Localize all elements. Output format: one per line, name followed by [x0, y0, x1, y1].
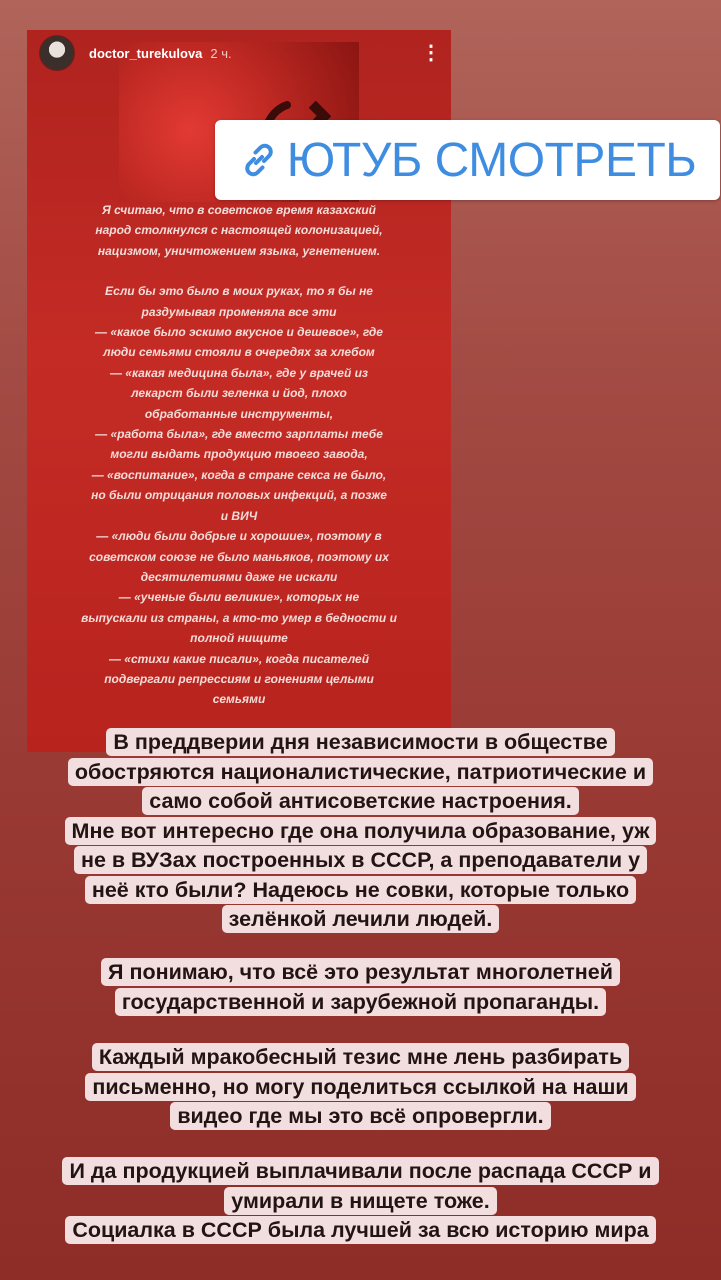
caption-line: государственной и зарубежной пропаганды.	[115, 988, 606, 1016]
caption-line: само собой антисоветские настроения.	[142, 787, 578, 815]
link-sticker-label[interactable]: ЮТУБ СМОТРЕТЬ	[286, 133, 697, 187]
story-quote-text	[55, 200, 423, 710]
caption-line: И да продукцией выплачивали после распада СССР и	[62, 1157, 658, 1185]
caption-line: зелёнкой лечили людей.	[222, 905, 500, 933]
caption-line: Мне вот интересно где она получила образование, уж	[65, 817, 657, 845]
caption-line: Социалка в СССР была лучшей за всю историю мира	[65, 1216, 655, 1244]
caption-line: неё кто были? Надеюсь не совки, которые только	[85, 876, 636, 904]
caption-line: письменно, но могу поделиться ссылкой на наши	[85, 1073, 635, 1101]
quote-paragraph: Я считаю, что в советское время казахский народ столкнулся с настоящей колонизацией, нацизмом, уничтожением языка, угнетением.	[95, 203, 383, 258]
caption-block	[0, 958, 721, 1017]
caption-line: обостряются националистические, патриотические и	[68, 758, 653, 786]
quote-paragraph: Если бы это было в моих руках, то я бы не раздумывая променяла все эти — «какое было эскимо вкусное и дешевое», где люди семьями стояли в очередях за хлебом — «какая медицина была», где у врачей из лекарст были зеленка и йод, плохо обработанные инструменты, — «работа была», где вместо зарплаты тебе могли выдать продукцию твоего завода, — «воспитание», когда в стране секса не было, но были отрицания половых инфекций, а позже и ВИЧ — «люди были добрые и хорошие», поэтому в советском союзе не было маньяков, поэтому их десятилетиями даже не искали — «ученые были великие», которых не выпускали из страны, а кто-то умер в бедности и полной нищите — «стихи какие писали», когда писателей подвергали репрессиям и гонениям целыми семьями	[81, 284, 397, 707]
youtube-link-sticker[interactable]	[215, 120, 720, 200]
caption-line: умирали в нищете тоже.	[224, 1187, 496, 1215]
link-icon	[239, 140, 279, 180]
story-header	[39, 36, 441, 70]
more-options-icon[interactable]: ⋮	[421, 42, 441, 64]
caption-block	[0, 1157, 721, 1246]
post-time: 2 ч.	[210, 45, 232, 61]
avatar[interactable]	[39, 35, 75, 71]
caption-line: Я понимаю, что всё это результат многолетней	[101, 958, 620, 986]
caption-block	[0, 1043, 721, 1132]
caption-line: видео где мы это всё опровергли.	[170, 1102, 550, 1130]
caption-line: Каждый мракобесный тезис мне лень разбирать	[92, 1043, 629, 1071]
caption-line: не в ВУЗах построенных в СССР, а преподаватели у	[74, 846, 647, 874]
caption-line: В преддверии дня независимости в обществе	[106, 728, 614, 756]
caption-block	[0, 728, 721, 935]
username[interactable]: doctor_turekulova	[89, 45, 203, 61]
